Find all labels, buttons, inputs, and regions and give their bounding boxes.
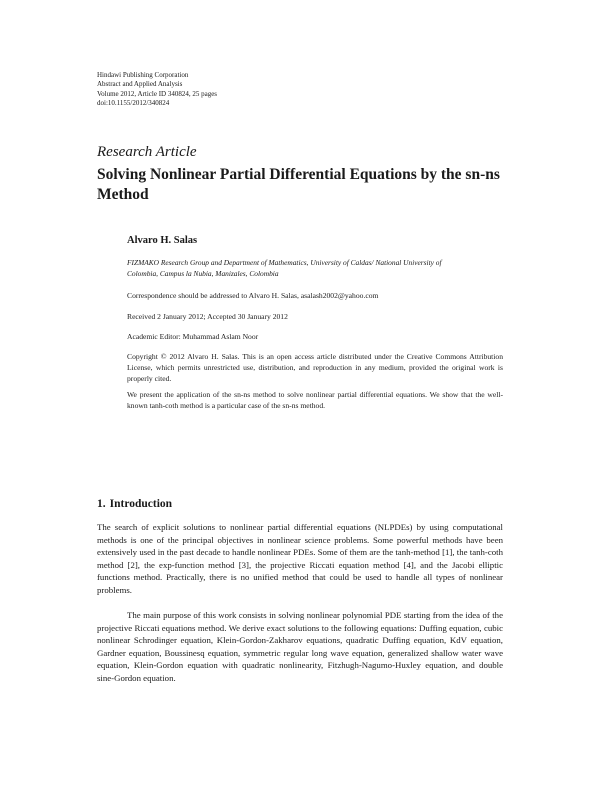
author-name: Alvaro H. Salas [127,235,198,246]
volume-line: Volume 2012, Article ID 340824, 25 pages [97,89,218,98]
abstract: We present the application of the sn-ns method to solve nonlinear partial differential equations. We show that the well-known tanh-coth method is a particular case of the sn-ns method. [127,390,503,410]
section-number: 1. [97,498,106,510]
intro-paragraph-1: The search of explicit solutions to nonlinear partial differential equations (NLPDEs) by using computational methods is one of the principal objectives in nonlinear science problems. Some powerful methods have been extensively used in the past decade to handle nonlinear PDEs. Some of them are the tanh-method [1], the tanh-coth method [2], the exp-function method [3], the projective Riccati equation method [4], and the Jacobi elliptic functions method. Practically, there is no unified method that could be used to handle all types of nonlinear problems. [97,522,503,595]
author-affiliation: FIZMAKO Research Group and Department of Mathematics, University of Caldas/ National University of Colombia, Campus la Nubia, Manizales, Colombia [127,258,442,278]
received-accepted-dates: Received 2 January 2012; Accepted 30 January 2012 [127,312,288,321]
copyright-notice: Copyright © 2012 Alvaro H. Salas. This is an open access article distributed under the Creative Commons Attribution License, which permits unrestricted use, distribution, and reproduction in any medium, provided the original work is properly cited. [127,352,503,383]
intro-paragraph-2: The main purpose of this work consists in solving nonlinear polynomial PDE starting from the idea of the projective Riccati equations method. We derive exact solutions to the following equations: Duffing equation, cubic nonlinear Schrodinger equation, Klein-Gordon-Zakharov equations, quadratic Duffing equation, KdV equation, Gardner equation, Boussinesq equation, symmetric regular long wave equation, generalized shallow water wave equation, Klein-Gordon equation with quadratic nonlinearity, Fitzhugh-Nagumo-Huxley equation, and double sine-Gordon equation. [97,610,503,683]
publisher-line: Hindawi Publishing Corporation [97,71,189,79]
academic-editor: Academic Editor: Muhammad Aslam Noor [127,332,259,341]
journal-header [97,71,217,109]
paper-title: Solving Nonlinear Partial Differential Equations by the sn-ns Method [97,166,500,203]
doi-line: doi:10.1155/2012/340824 [97,99,170,108]
correspondence: Correspondence should be addressed to Alvaro H. Salas, asalash2002@yahoo.com [127,291,379,300]
article-type: Research Article [97,144,197,160]
section-title: Introduction [109,498,173,510]
journal-line: Abstract and Applied Analysis [97,80,183,89]
section-heading [97,498,176,510]
